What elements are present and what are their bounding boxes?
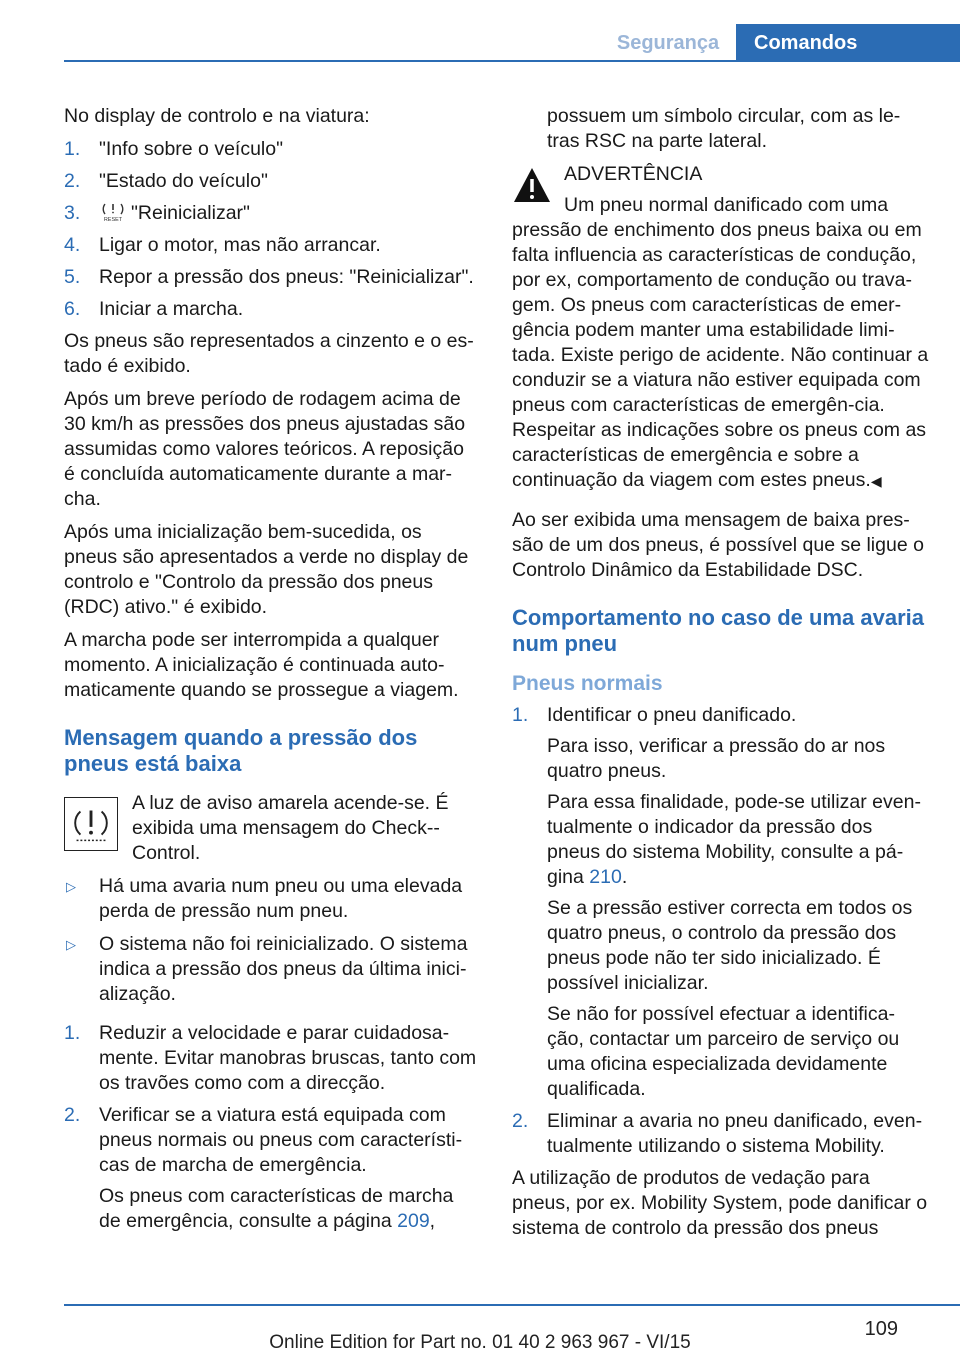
paragraph: Ao ser exibida uma mensagem de baixa pres-são de um dos pneus, é possível que se ligue o Controlo Dinâmico da Estabilidade DSC. — [512, 509, 924, 581]
sub-paragraph: Se não for possível efectuar a identifica-ção, contactar um parceiro de serviço ou uma oficina especializada devidamente qualificada. — [547, 1003, 900, 1100]
list-item: 2. Eliminar a avaria no pneu danificado, even-tualmente utilizando o sistema Mobility. — [512, 1110, 923, 1157]
tab-comandos[interactable]: Comandos — [736, 24, 960, 62]
warning-box — [512, 162, 930, 494]
reset-icon — [99, 202, 127, 222]
sub-paragraph: Para isso, verificar a pressão do ar nos quatro pneus. — [547, 735, 886, 782]
warning-light-text: A luz de aviso amarela acende-se. É exibida uma mensagem do Check--Control. — [132, 792, 449, 864]
page-number: 109 — [864, 1318, 898, 1340]
list-item: 1. "Info sobre o veículo" — [64, 138, 284, 160]
intro-text: No display de controlo e na viatura: — [64, 105, 370, 127]
section-heading: Comportamento no caso de uma avaria num pneu — [512, 605, 924, 656]
triangle-bullet-icon: ▷ — [66, 879, 76, 894]
header-rule — [64, 60, 960, 62]
list-item: 6. Iniciar a marcha. — [64, 298, 244, 320]
sub-paragraph: Para essa finalidade, pode-se utilizar even-tualmente o indicador da pressão dos pneus do sistema Mobility, consulte a pá-gina 210. — [547, 791, 921, 888]
warning-title: ADVERTÊNCIA — [564, 163, 703, 185]
paragraph: A marcha pode ser interrompida a qualquer momento. A inicialização é continuada auto-maticamente quando se prossegue a viagem. — [64, 629, 459, 701]
list-item: 3. RESET "Reinicializar" — [64, 202, 250, 224]
tab-seguranca[interactable]: Segurança — [616, 32, 720, 54]
paragraph: A utilização de produtos de vedação para pneus, por ex. Mobility System, pode danificar o sistema de controlo da pressão dos pneus — [512, 1167, 928, 1239]
bullet-item: ▷ O sistema não foi reinicializado. O sistema indica a pressão dos pneus da última inici-alização. — [66, 933, 468, 1005]
svg-text:RESET: RESET — [103, 217, 123, 222]
tire-pressure-warning-icon — [64, 797, 118, 851]
list-item: 2. Verificar se a viatura está equipada com pneus normais ou pneus com característi-cas de marcha de emergência. Os pneus com características de marcha de emergência, consulte a página 209, — [64, 1103, 478, 1234]
list-item: 2. "Estado do veículo" — [64, 170, 268, 192]
left-column — [64, 104, 478, 1241]
page-link-210[interactable]: 210 — [589, 866, 622, 888]
right-column — [512, 104, 930, 1249]
continued-text: possuem um símbolo circular, com as le-tras RSC na parte lateral. — [547, 105, 901, 152]
warning-triangle-icon — [512, 164, 552, 208]
paragraph: Após um breve período de rodagem acima de 30 km/h as pressões dos pneus ajustadas são assumidas como valores teóricos. A reposição é concluída automaticamente durante a mar-cha. — [64, 388, 466, 510]
paragraph: Após uma inicialização bem-sucedida, os pneus são apresentados a verde no display de controlo e "Controlo da pressão dos pneus (RDC) ativo." é exibido. — [64, 521, 469, 618]
section-heading: Mensagem quando a pressão dos pneus está baixa — [64, 725, 418, 776]
warning-light-note — [64, 791, 478, 866]
edition-footer: Online Edition for Part no. 01 40 2 963 967 - VI/15 — [269, 1332, 691, 1353]
sub-paragraph: Os pneus com características de marcha de emergência, consulte a página 209, — [99, 1185, 454, 1232]
list-item: 4. Ligar o motor, mas não arrancar. — [64, 234, 381, 256]
bullet-item: ▷ Há uma avaria num pneu ou uma elevada perda de pressão num pneu. — [66, 875, 463, 922]
paragraph: Os pneus são representados a cinzento e o es-tado é exibido. — [64, 330, 474, 377]
end-mark-icon: ◀ — [870, 473, 882, 489]
warning-text: Um pneu normal danificado com uma pressão de enchimento dos pneus baixa ou em falta influencia as características de condução, por ex, comportamento de condução ou trava-gem. Os pneus com características de emer-gência podem manter uma estabilidade limi-tada. Existe perigo de acidente. Não continuar a conduzir se a viatura não estiver equipada com pneus com características de emergên-cia. Respeitar as indicações sobre os pneus com as características de emergência e sobre a continuação da viagem com estes pneus.◀ — [512, 194, 929, 491]
page-link-209[interactable]: 209 — [397, 1210, 430, 1232]
sub-paragraph: Se a pressão estiver correcta em todos os quatro pneus, o controlo da pressão dos pneus pode não ter sido inicializado. É possível inicializar. — [547, 897, 913, 994]
triangle-bullet-icon: ▷ — [66, 937, 76, 952]
list-item: 1. Reduzir a velocidade e parar cuidadosa-mente. Evitar manobras bruscas, tanto com os travões como com a direcção. — [64, 1022, 477, 1094]
list-item: 5. Repor a pressão dos pneus: "Reinicializar". — [64, 266, 474, 288]
footer-rule — [64, 1304, 960, 1306]
list-item: 1. Identificar o pneu danificado. Para isso, verificar a pressão do ar nos quatro pneus. Para essa finalidade, pode-se utilizar even-tualmente o indicador da pressão dos pneus do sistema Mobility, consulte a pá-gina 210. Se a pressão estiver correcta em todos os quatro pneus, o controlo da pressão dos pneus pode não ter sido inicializado. É possível inicializar. Se não for possível efectuar a identifica-ção, contactar um parceiro de serviço ou uma oficina especializada devidamente qualificada. — [512, 703, 930, 1102]
sub-heading: Pneus normais — [512, 672, 663, 695]
